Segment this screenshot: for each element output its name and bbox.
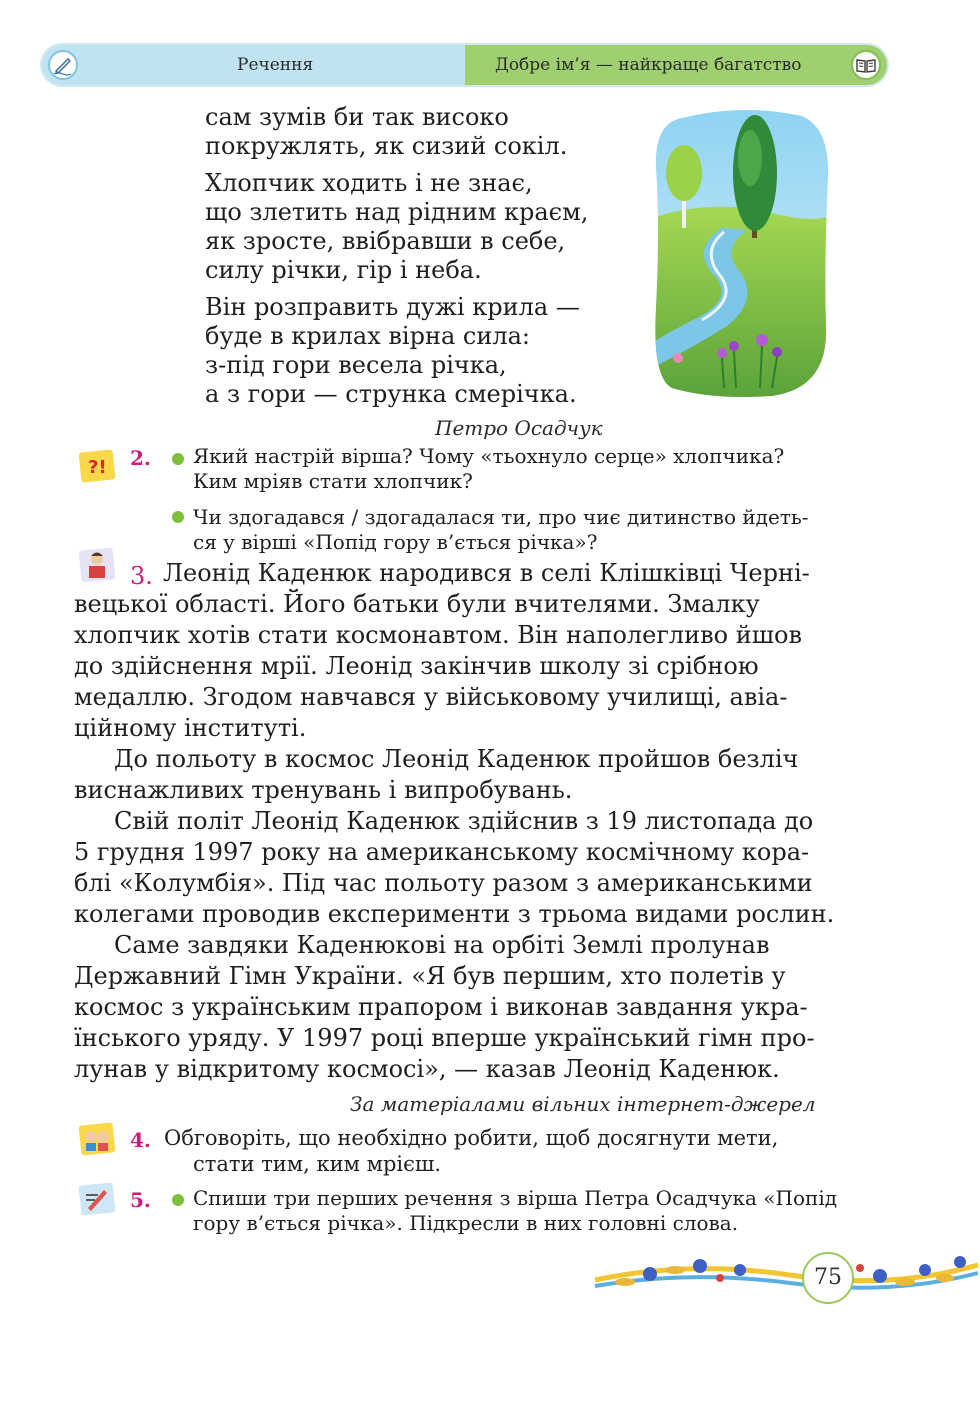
question-card-icon (76, 447, 118, 485)
poem-line: що злетить над рідним краєм, (205, 198, 589, 226)
floral-ornament (590, 1240, 980, 1310)
topic-title: Добре ім’я — найкраще багатство (495, 55, 802, 75)
poem-line: покружлять, як сизий сокіл. (205, 132, 568, 160)
bullet-dot (172, 453, 184, 465)
poem (205, 103, 588, 409)
task5-text-line: Спиши три перших речення з вірша Петра Осадчука «Попід (193, 1186, 838, 1210)
task3-text-line: Державний Гімн України. «Я був першим, хто полетів у (74, 962, 786, 990)
discussion-children-icon (76, 1120, 118, 1158)
pen-icon (48, 50, 78, 80)
task2-question-line: Ким мріяв стати хлопчик? (193, 469, 473, 493)
task3-text-line: До польоту в космос Леонід Каденюк пройшов безліч (114, 745, 799, 773)
poem-line: а з гори — струнка смерічка. (205, 380, 577, 408)
task3-text-line: Свій політ Леонід Каденюк здійснив з 19 листопада до (114, 807, 814, 835)
page-number: 75 (802, 1252, 854, 1304)
task3-text-line: до здійснення мрії. Леонід закінчив школу зі срібною (74, 652, 759, 680)
task-number: 5. (130, 1188, 151, 1212)
task3-text-line: 5 грудня 1997 року на американському космічному кора- (74, 838, 810, 866)
poem-line: з-під гори весела річка, (205, 351, 507, 379)
section-title: Речення (237, 55, 314, 75)
task3-text-line: вецької області. Його батьки були вчителями. Змалку (74, 590, 760, 618)
task-number: 4. (130, 1128, 151, 1152)
svg-text:?!: ?! (88, 457, 107, 478)
task3-text-line: їнського уряду. У 1997 році вперше український гімн про- (74, 1024, 815, 1052)
task3-text-line: лунав у відкритому космосі», — казав Леонід Каденюк. (74, 1055, 780, 1083)
task4-text-line: Обговоріть, що необхідно робити, щоб досягнути мети, (164, 1126, 779, 1150)
task-number: 3. (130, 562, 153, 590)
poem-author: Петро Осадчук (435, 416, 603, 440)
writing-task-icon (76, 1180, 118, 1218)
task3-text-line: Леонід Каденюк народився в селі Клішківці Черні- (163, 559, 810, 587)
task3-text-line: колегами проводив експерименти з трьома видами рослин. (74, 900, 835, 928)
task3-text-line: ційному інституті. (74, 714, 307, 742)
reading-child-icon (76, 546, 118, 584)
book-icon (851, 50, 881, 80)
poem-line: буде в крилах вірна сила: (205, 322, 530, 350)
task5-text-line: гору в’ється річка». Підкресли в них головні слова. (193, 1211, 739, 1235)
page-header (42, 45, 887, 85)
task3-text-line: блі «Колумбія». Під час польоту разом з американськими (74, 869, 813, 897)
task2-question-line: Який настрій вірша? Чому «тьохнуло серце» хлопчика? (193, 444, 785, 468)
task3-text-line: хлопчик хотів стати космонавтом. Він наполегливо йшов (74, 621, 803, 649)
task2-question-line: ся у вірші «Попід гору в’ється річка»? (193, 530, 598, 554)
poem-line: силу річки, гір і неба. (205, 256, 482, 284)
task3-text-line: Саме завдяки Каденюкові на орбіті Землі пролунав (114, 931, 770, 959)
poem-line: Він розправить дужі крила — (205, 293, 580, 321)
task4-text-line: стати тим, ким мрієш. (193, 1152, 442, 1176)
header-topic-panel (465, 45, 887, 85)
task3-text-line: космос з українським прапором і виконав завдання укра- (74, 993, 808, 1021)
task3-text-line: виснажливих тренувань і випробувань. (74, 776, 573, 804)
task2-question-line: Чи здогадався / здогадалася ти, про чиє дитинство йдеть- (193, 505, 809, 529)
task3-text-line: медаллю. Згодом навчався у військовому училищі, авіа- (74, 683, 788, 711)
bullet-dot (172, 1194, 184, 1206)
bullet-dot (172, 511, 184, 523)
river-landscape-illustration (652, 108, 830, 398)
poem-line: Хлопчик ходить і не знає, (205, 169, 533, 197)
text-source: За матеріалами вільних інтернет-джерел (350, 1092, 816, 1116)
task-number: 2. (130, 446, 151, 470)
poem-line: як зросте, ввібравши в себе, (205, 227, 566, 255)
poem-line: сам зумів би так високо (205, 103, 509, 131)
header-section-panel (42, 45, 465, 85)
